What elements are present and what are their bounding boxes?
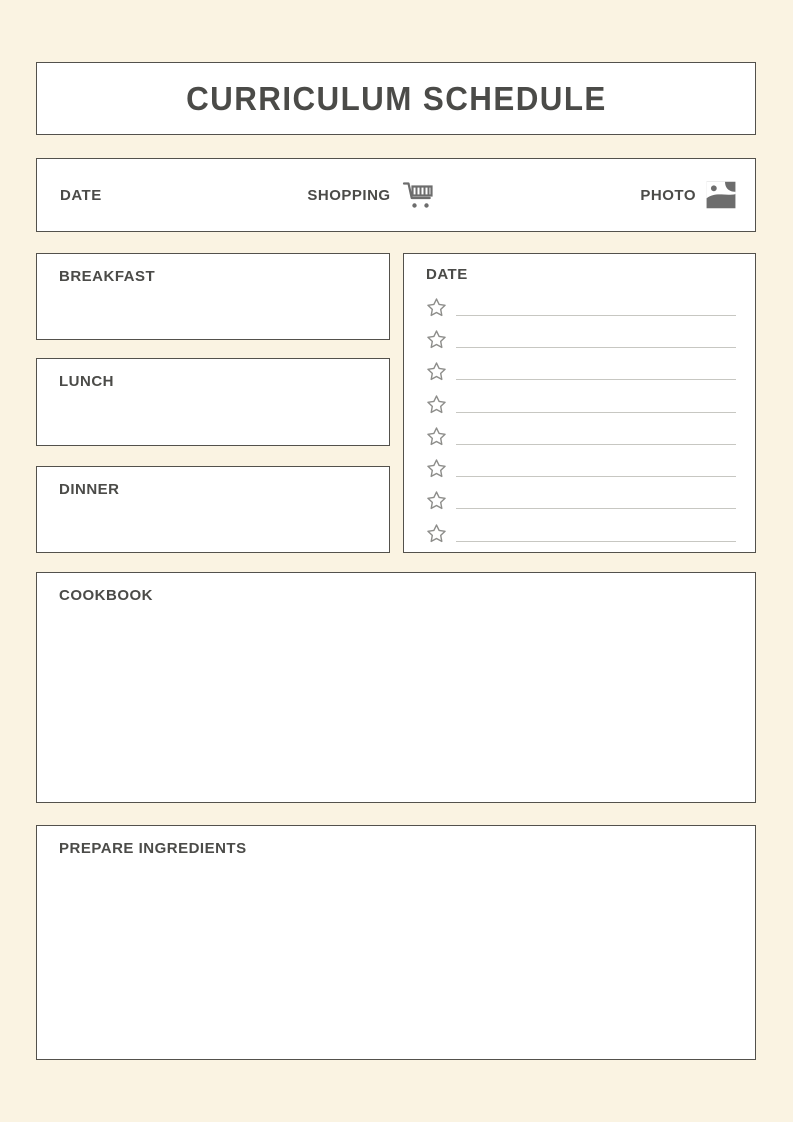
title-panel	[36, 62, 756, 135]
date-label: DATE	[60, 186, 102, 204]
info-photo-zone	[463, 181, 736, 209]
checklist-row	[426, 420, 736, 452]
prepare-ingredients-section	[36, 825, 756, 1060]
breakfast-section	[36, 253, 390, 340]
write-line	[456, 347, 736, 348]
date-checklist-rows	[426, 291, 736, 549]
star-outline-icon	[426, 458, 447, 479]
dinner-label: DINNER	[59, 481, 120, 498]
star-outline-icon	[426, 394, 447, 415]
info-date-zone	[60, 187, 333, 204]
checklist-row	[426, 291, 736, 323]
checklist-row	[426, 323, 736, 355]
write-line	[456, 476, 736, 477]
shopping-cart-icon	[401, 180, 437, 211]
checklist-row	[426, 452, 736, 484]
checklist-row	[426, 517, 736, 549]
photo-label: PHOTO	[640, 186, 696, 204]
info-shopping-zone	[307, 180, 436, 211]
prepare-ingredients-label: PREPARE INGREDIENTS	[59, 840, 247, 857]
lunch-section	[36, 358, 390, 446]
breakfast-label: BREAKFAST	[59, 268, 156, 285]
cookbook-label: COOKBOOK	[59, 587, 153, 604]
date-checklist-label: DATE	[426, 266, 468, 283]
page-title: CURRICULUM SCHEDULE	[185, 79, 607, 117]
star-outline-icon	[426, 490, 447, 511]
lunch-label: LUNCH	[59, 373, 114, 390]
dinner-section	[36, 466, 390, 553]
star-outline-icon	[426, 329, 447, 350]
star-outline-icon	[426, 297, 447, 318]
write-line	[456, 541, 736, 542]
write-line	[456, 379, 736, 380]
write-line	[456, 315, 736, 316]
checklist-row	[426, 388, 736, 420]
star-outline-icon	[426, 523, 447, 544]
checklist-row	[426, 356, 736, 388]
info-bar	[36, 158, 756, 232]
star-outline-icon	[426, 361, 447, 382]
write-line	[456, 444, 736, 445]
star-outline-icon	[426, 426, 447, 447]
shopping-label: SHOPPING	[307, 186, 391, 204]
date-checklist-section	[403, 253, 756, 553]
checklist-row	[426, 485, 736, 517]
cookbook-section	[36, 572, 756, 803]
write-line	[456, 508, 736, 509]
write-line	[456, 412, 736, 413]
photo-image-icon	[706, 181, 736, 209]
